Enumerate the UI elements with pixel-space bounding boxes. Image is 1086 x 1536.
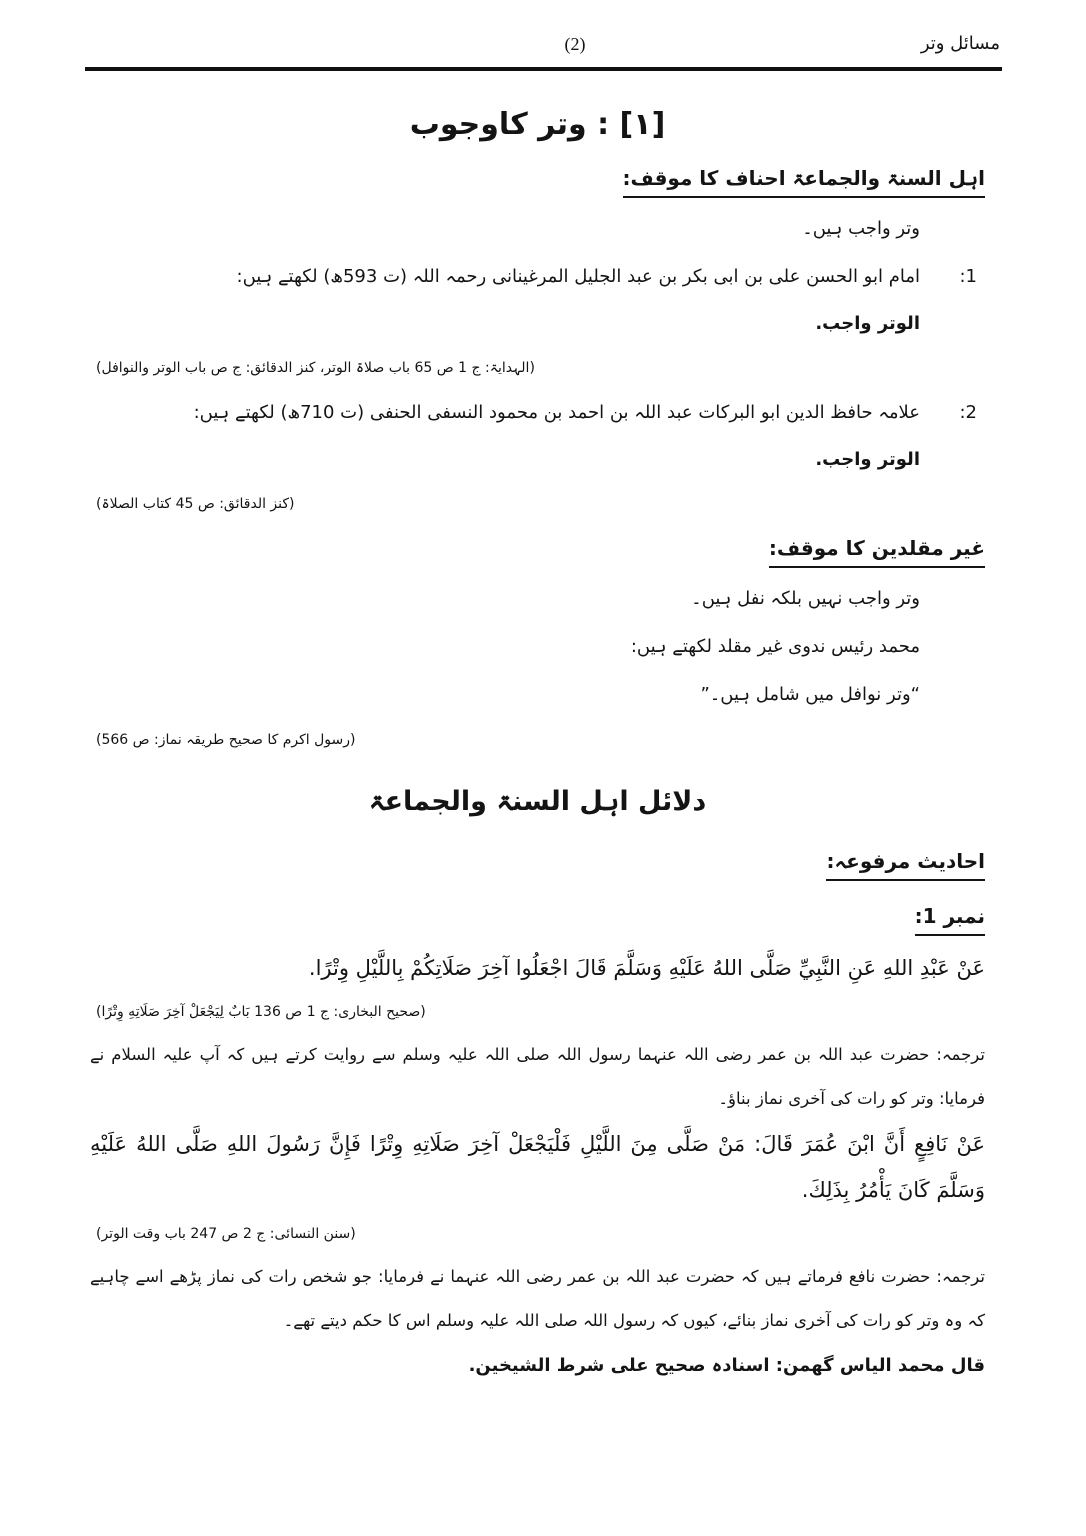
evidence-heading: دلائل اہل السنۃ والجماعۃ <box>368 786 707 817</box>
reference: (الہدایۃ: ج 1 ص 65 باب صلاۃ الوتر، کنز الدقائق: ج ص باب الوتر والنوافل) <box>96 360 535 376</box>
ahadith-subheading <box>90 835 985 891</box>
item-text: علامہ حافظ الدین ابو البرکات عبد اللہ بن احمد بن محمود النسفی الحنفی (ت 710ھ) لکھتے ہیں: <box>193 402 920 423</box>
author-quote: “وتر نوافل میں شامل ہیں۔” <box>700 684 920 705</box>
page-number: (2) <box>564 34 586 54</box>
ghair-muqallid-statement: وتر واجب نہیں بلکہ نفل ہیں۔ <box>691 588 920 609</box>
hadith-translation: ترجمہ: حضرت عبد اللہ بن عمر رضی اللہ عنہما رسول اللہ صلی اللہ علیہ وسلم سے روایت کرتے ہیں کہ آپ علیہ السلام نے فرمایا: وتر کو رات کی آخری نماز بناؤ۔ <box>90 1045 985 1108</box>
reference: (کنز الدقائق: ص 45 کتاب الصلاۃ) <box>96 496 295 512</box>
ghair-muqallid-heading <box>90 525 985 575</box>
number-label <box>90 891 985 945</box>
hadith-arabic: عَنْ عَبْدِ اللهِ عَنِ النَّبِيِّ صَلَّى اللهُ عَلَيْهِ وَسَلَّمَ قَالَ اجْعَلُوا آخِرَ صَلَاتِكُمْ بِاللَّيْلِ وِتْرًا. <box>308 956 985 980</box>
ahadith-subheading-text: احادیث مرفوعہ: <box>826 846 985 881</box>
hanafi-position-heading <box>90 155 985 205</box>
hadith-grading: قال محمد الیاس گھمن: اسنادہ صحیح علی شرط الشیخین. <box>468 1355 985 1376</box>
header-rule <box>85 67 1002 71</box>
author-line: محمد رئیس ندوی غیر مقلد لکھتے ہیں: <box>630 636 920 657</box>
list-item <box>90 253 985 301</box>
item-number: 2: <box>959 402 977 423</box>
item-number: 1: <box>959 266 977 287</box>
item-text: امام ابو الحسن علی بن ابی بکر بن عبد الجلیل المرغینانی رحمہ اللہ (ت 593ھ) لکھتے ہیں: <box>236 266 920 287</box>
reference: (رسول اکرم کا صحیح طریقہ نماز: ص 566) <box>96 732 356 748</box>
reference: (سنن النسائی: ج 2 ص 247 باب وقت الوتر) <box>96 1226 356 1242</box>
reference: (صحیح البخاری: ج 1 ص 136 بَابٌ لِيَجْعَلْ آخِرَ صَلَاتِهِ وِتْرًا) <box>96 1004 426 1020</box>
chapter-title: [۱] : وتر کاوجوب <box>409 107 666 142</box>
item-quote: الوتر واجب. <box>815 313 920 334</box>
hadith-translation: ترجمہ: حضرت نافع فرماتے ہیں کہ حضرت عبد اللہ بن عمر رضی اللہ عنہما نے فرمایا: جو شخص رات کی نماز پڑھے اسے چاہیے کہ وہ وتر کو رات کی آخری نماز بنائے، کیوں کہ رسول اللہ صلی اللہ علیہ وسلم اس کا حکم دیتے تھے۔ <box>90 1267 985 1330</box>
page-body <box>90 95 985 1389</box>
hanafi-position-heading-text: اہل السنۃ والجماعۃ احناف کا موقف: <box>623 163 986 198</box>
item-quote: الوتر واجب. <box>815 449 920 470</box>
number-label-text: نمبر 1: <box>915 901 985 936</box>
ghair-muqallid-heading-text: غیر مقلدین کا موقف: <box>769 533 985 568</box>
running-header-title: مسائل وتر <box>920 33 1000 54</box>
hanafi-statement: وتر واجب ہیں۔ <box>802 218 920 239</box>
hadith-arabic: عَنْ نَافِعٍ أَنَّ ابْنَ عُمَرَ قَالَ: مَنْ صَلَّى مِنَ اللَّيْلِ فَلْيَجْعَلْ آخِرَ صَلَاتِهِ وِتْرًا فَإِنَّ رَسُولَ اللهِ صَلَّى اللهُ عَلَيْهِ وَسَلَّمَ كَانَ يَأْمُرُ بِذَلِكَ. <box>90 1132 985 1202</box>
list-item <box>90 389 985 437</box>
